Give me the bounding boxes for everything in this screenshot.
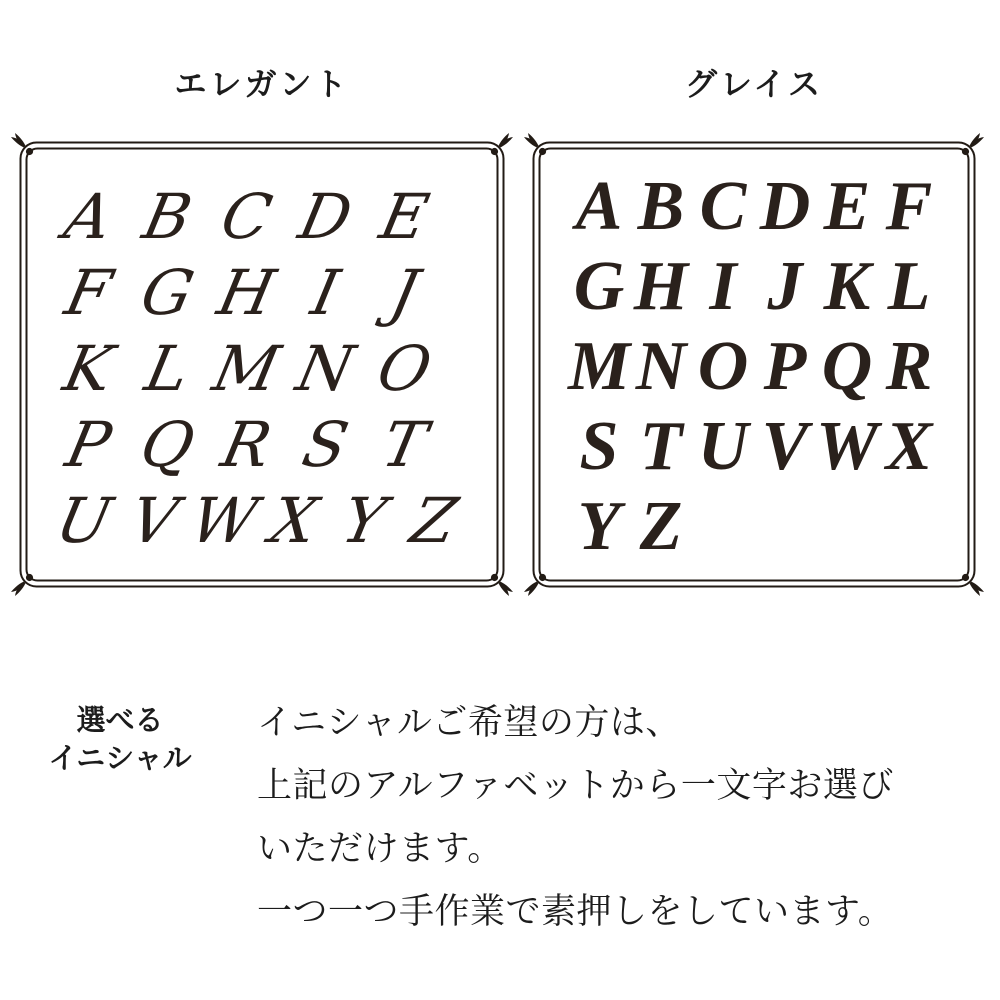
letter-G: G [134, 255, 201, 329]
alphabet-elegant [15, 178, 509, 558]
letter-N: N [635, 328, 687, 405]
letter-E: E [374, 179, 435, 253]
letter-S: S [579, 408, 619, 485]
letter-Y: Y [577, 488, 621, 565]
font-title-elegant: エレガント [174, 66, 350, 102]
letter-B: B [136, 179, 199, 253]
letter-T: T [376, 407, 433, 481]
letter-Y: Y [335, 483, 393, 557]
letter-A: A [58, 179, 119, 253]
letter-F: F [59, 255, 118, 329]
letter-B: B [637, 168, 685, 245]
caption-line: 上記のアルファベットから一文字お選び [257, 766, 894, 805]
letter-K: K [57, 331, 120, 405]
letter-row [15, 330, 509, 406]
letter-X: X [264, 483, 324, 557]
letter-L: L [139, 331, 196, 405]
caption-label-line1: 選べる [76, 705, 164, 737]
font-title-grace: グレイス [684, 66, 824, 102]
font-panel-elegant [15, 137, 509, 592]
letter-row [528, 327, 980, 407]
letter-A: A [575, 168, 623, 245]
letter-row [528, 407, 980, 487]
letter-Z: Z [639, 488, 683, 565]
letter-X: X [885, 408, 933, 485]
letter-J: J [384, 255, 425, 329]
letter-row [15, 482, 509, 558]
letter-D: D [292, 179, 359, 253]
letter-R: R [885, 328, 933, 405]
letter-row [15, 254, 509, 330]
letter-R: R [215, 407, 278, 481]
letter-Q: Q [821, 328, 873, 405]
caption-text [257, 691, 977, 943]
letter-J: J [767, 248, 803, 325]
letter-Q: Q [134, 407, 201, 481]
letter-row [15, 178, 509, 254]
letter-W: W [816, 408, 879, 485]
letter-D: D [759, 168, 811, 245]
letter-H: H [211, 255, 282, 329]
caption-label-line2: イニシャル [48, 743, 192, 775]
caption-line: イニシャルご希望の方は、 [257, 703, 681, 742]
letter-C: C [215, 179, 278, 253]
letter-M: M [568, 328, 631, 405]
letter-F: F [885, 168, 933, 245]
letter-row [528, 167, 980, 247]
caption-line: いただけます。 [257, 829, 503, 868]
letter-H: H [633, 248, 689, 325]
letter-Z: Z [404, 483, 464, 557]
letter-P: P [59, 407, 118, 481]
letter-E: E [823, 168, 871, 245]
letter-O: O [697, 328, 749, 405]
letter-V: V [761, 408, 809, 485]
caption-label [34, 702, 206, 778]
caption-line: 一つ一つ手作業で素押しをしています。 [257, 892, 894, 931]
letter-U: U [50, 483, 118, 557]
letter-I: I [709, 248, 737, 325]
letter-row [15, 406, 509, 482]
letter-S: S [296, 407, 355, 481]
alphabet-grace [528, 167, 980, 567]
letter-N: N [290, 331, 361, 405]
letter-M: M [206, 331, 286, 405]
letter-T: T [639, 408, 683, 485]
letter-K: K [823, 248, 871, 325]
font-panel-grace [528, 137, 980, 592]
letter-G: G [573, 248, 625, 325]
letter-V: V [123, 483, 185, 557]
letter-row [528, 487, 980, 567]
letter-row [528, 247, 980, 327]
letter-C: C [699, 168, 747, 245]
letter-P: P [763, 328, 807, 405]
letter-U: U [697, 408, 749, 485]
letter-O: O [371, 331, 438, 405]
letter-I: I [305, 255, 346, 329]
letter-L: L [887, 248, 931, 325]
letter-W: W [184, 483, 264, 557]
